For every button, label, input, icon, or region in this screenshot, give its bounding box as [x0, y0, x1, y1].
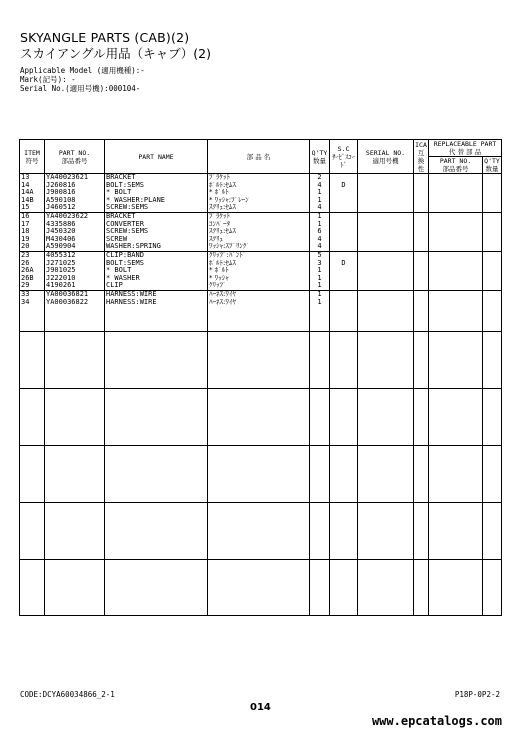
part-name-cell: BOLT:SEMS	[105, 260, 208, 268]
part-name-cell: * BOLT	[105, 267, 208, 275]
table-row	[20, 236, 502, 244]
serial-cell	[358, 197, 414, 205]
part-name-jp-cell: ﾌﾞﾗｹｯﾄ	[208, 174, 310, 182]
rep-part-no-cell	[429, 221, 483, 229]
blank-cell	[358, 560, 414, 616]
ica-cell	[414, 182, 429, 190]
ica-cell	[414, 236, 429, 244]
serial-cell	[358, 228, 414, 236]
blank-cell	[20, 446, 45, 503]
rep-qty-cell	[483, 282, 502, 290]
blank-cell	[330, 503, 358, 560]
table-row	[20, 174, 502, 182]
col-rep-qty-label-jp: 数量	[485, 165, 499, 173]
blank-cell	[429, 332, 483, 389]
blank-cell	[310, 332, 330, 389]
sc-cell	[330, 243, 358, 251]
blank-cell	[330, 446, 358, 503]
col-qty-label: Q'TY	[311, 148, 328, 157]
sc-cell	[330, 275, 358, 283]
sc-cell	[330, 290, 358, 298]
qty-cell: 1	[310, 290, 330, 298]
sc-cell	[330, 228, 358, 236]
blank-cell	[483, 389, 502, 446]
part-name-jp-cell: ｺﾝﾊﾞｰﾀ	[208, 221, 310, 229]
qty-cell: 1	[310, 282, 330, 290]
blank-cell	[45, 306, 105, 332]
rep-qty-cell	[483, 228, 502, 236]
part-name-jp-cell: ｽｸﾘｭ:ｾﾑｽ	[208, 228, 310, 236]
ica-cell	[414, 267, 429, 275]
serial-cell	[358, 189, 414, 197]
col-sc-label: S.C	[337, 144, 350, 153]
rep-qty-cell	[483, 260, 502, 268]
blank-row	[20, 446, 502, 503]
blank-cell	[208, 389, 310, 446]
item-cell: 20	[20, 243, 45, 251]
blank-cell	[414, 389, 429, 446]
col-header-part-name: PART NAME	[105, 140, 208, 174]
rep-part-no-cell	[429, 174, 483, 182]
blank-cell	[429, 446, 483, 503]
table-row	[20, 243, 502, 251]
blank-cell	[414, 446, 429, 503]
part-name-cell: BRACKET	[105, 212, 208, 220]
blank-cell	[330, 389, 358, 446]
blank-cell	[358, 306, 414, 332]
serial-cell	[358, 212, 414, 220]
col-serial-label-jp: 適用号機	[372, 156, 399, 165]
part-no-cell: J260816	[45, 182, 105, 190]
rep-part-no-cell	[429, 251, 483, 259]
blank-cell	[20, 306, 45, 332]
part-name-jp-cell: ｸﾘｯﾌﾟ	[208, 282, 310, 290]
table-row	[20, 197, 502, 205]
page-number: 014	[250, 702, 271, 713]
item-cell: 17	[20, 221, 45, 229]
part-name-cell: * BOLT	[105, 189, 208, 197]
qty-cell: 1	[310, 197, 330, 205]
serial-cell	[358, 299, 414, 307]
blank-cell	[358, 503, 414, 560]
part-name-jp-cell: ｽｸﾘｭ	[208, 236, 310, 244]
col-serial-label: SERIAL NO.	[365, 148, 406, 157]
part-no-cell: YA40023622	[45, 212, 105, 220]
table-row	[20, 182, 502, 190]
qty-cell: 4	[310, 204, 330, 212]
sc-cell	[330, 212, 358, 220]
blank-row	[20, 560, 502, 616]
item-cell: 34	[20, 299, 45, 307]
item-cell: 14B	[20, 197, 45, 205]
serial-cell	[358, 290, 414, 298]
rep-part-no-cell	[429, 212, 483, 220]
sc-cell	[330, 236, 358, 244]
table-row	[20, 267, 502, 275]
item-cell: 16	[20, 212, 45, 220]
col-rep-part-no-label-jp: 部品番号	[442, 165, 469, 173]
rep-qty-cell	[483, 204, 502, 212]
qty-cell: 1	[310, 299, 330, 307]
rep-part-no-cell	[429, 236, 483, 244]
sc-cell: D	[330, 182, 358, 190]
blank-cell	[429, 503, 483, 560]
serial-cell	[358, 267, 414, 275]
col-header-ica	[414, 140, 429, 174]
col-ica-label: ICA	[415, 140, 427, 149]
blank-cell	[45, 332, 105, 389]
rep-part-no-cell	[429, 197, 483, 205]
sc-cell	[330, 174, 358, 182]
qty-cell: 1	[310, 189, 330, 197]
blank-cell	[330, 306, 358, 332]
blank-cell	[208, 306, 310, 332]
qty-cell: 5	[310, 251, 330, 259]
item-cell: 15	[20, 204, 45, 212]
serial-number: Serial No.(適用号機):000104-	[20, 84, 141, 93]
rep-part-no-cell	[429, 260, 483, 268]
rep-qty-cell	[483, 174, 502, 182]
blank-cell	[310, 306, 330, 332]
part-name-jp-cell: * ﾎﾞﾙﾄ	[208, 267, 310, 275]
blank-cell	[20, 332, 45, 389]
blank-row	[20, 306, 502, 332]
blank-cell	[483, 503, 502, 560]
part-no-cell: M430406	[45, 236, 105, 244]
rep-part-no-cell	[429, 243, 483, 251]
serial-cell	[358, 251, 414, 259]
rep-part-no-cell	[429, 189, 483, 197]
blank-cell	[414, 560, 429, 616]
qty-cell: 6	[310, 228, 330, 236]
blank-cell	[20, 560, 45, 616]
col-header-rep-part-no	[429, 157, 483, 174]
table-row	[20, 299, 502, 307]
table-row	[20, 189, 502, 197]
ica-cell	[414, 275, 429, 283]
rep-qty-cell	[483, 189, 502, 197]
blank-cell	[208, 446, 310, 503]
part-name-cell: HARNESS:WIRE	[105, 290, 208, 298]
serial-cell	[358, 221, 414, 229]
col-qty-label-jp: 数量	[313, 156, 326, 165]
part-name-jp-cell: ｽｸﾘｭ:ｾﾑｽ	[208, 204, 310, 212]
title-english: SKYANGLE PARTS (CAB)(2)	[20, 30, 190, 45]
part-no-cell: J901025	[45, 267, 105, 275]
table-row	[20, 204, 502, 212]
applicable-model: Applicable Model (適用機種):-	[20, 66, 145, 75]
blank-cell	[45, 389, 105, 446]
sc-cell	[330, 204, 358, 212]
part-name-cell: BOLT:SEMS	[105, 182, 208, 190]
parts-rows	[20, 174, 502, 616]
part-no-cell: J450320	[45, 228, 105, 236]
table-row	[20, 221, 502, 229]
part-name-jp-cell: * ﾎﾞﾙﾄ	[208, 189, 310, 197]
col-header-serial	[358, 140, 414, 174]
col-header-item	[20, 140, 45, 174]
part-name-cell: * WASHER	[105, 275, 208, 283]
parts-table	[19, 139, 502, 616]
col-rep-qty-label: Q'TY	[484, 157, 500, 165]
col-replaceable-label: REPLACEABLE PART	[433, 140, 497, 148]
part-name-jp-cell: ﾌﾞﾗｹｯﾄ	[208, 212, 310, 220]
rep-qty-cell	[483, 212, 502, 220]
blank-cell	[20, 389, 45, 446]
part-no-cell: YA00036822	[45, 299, 105, 307]
table-row	[20, 251, 502, 259]
qty-cell: 1	[310, 267, 330, 275]
ica-cell	[414, 282, 429, 290]
rep-part-no-cell	[429, 182, 483, 190]
part-name-cell: HARNESS:WIRE	[105, 299, 208, 307]
rep-qty-cell	[483, 182, 502, 190]
item-cell: 13	[20, 174, 45, 182]
blank-cell	[208, 560, 310, 616]
ica-cell	[414, 251, 429, 259]
blank-cell	[45, 503, 105, 560]
ica-cell	[414, 221, 429, 229]
part-no-cell: J222010	[45, 275, 105, 283]
sc-cell	[330, 197, 358, 205]
blank-cell	[483, 332, 502, 389]
blank-cell	[20, 503, 45, 560]
qty-cell: 1	[310, 221, 330, 229]
serial-cell	[358, 260, 414, 268]
blank-cell	[310, 560, 330, 616]
mark: Mark(記号): -	[20, 75, 76, 84]
rep-part-no-cell	[429, 282, 483, 290]
col-rep-part-no-label: PART NO.	[439, 157, 472, 165]
blank-cell	[45, 446, 105, 503]
item-cell: 14	[20, 182, 45, 190]
blank-cell	[429, 560, 483, 616]
blank-cell	[358, 446, 414, 503]
sc-cell	[330, 299, 358, 307]
blank-row	[20, 389, 502, 446]
blank-cell	[105, 560, 208, 616]
rep-qty-cell	[483, 197, 502, 205]
blank-cell	[105, 503, 208, 560]
table-row	[20, 282, 502, 290]
serial-cell	[358, 282, 414, 290]
blank-row	[20, 332, 502, 389]
blank-cell	[358, 389, 414, 446]
col-sc-label-jp: ｻｰﾋﾞｽｺｰﾄﾞ	[332, 152, 355, 169]
blank-cell	[105, 389, 208, 446]
sc-cell	[330, 282, 358, 290]
blank-cell	[429, 389, 483, 446]
website-watermark: www.epcatalogs.com	[371, 714, 502, 728]
serial-cell	[358, 236, 414, 244]
part-name-jp-cell: ﾜｯｼｬ:ｽﾌﾟﾘﾝｸﾞ	[208, 243, 310, 251]
sc-cell	[330, 251, 358, 259]
ica-cell	[414, 212, 429, 220]
blank-cell	[483, 306, 502, 332]
part-no-cell: A590904	[45, 243, 105, 251]
rep-qty-cell	[483, 290, 502, 298]
part-name-jp-cell: * ﾜｯｼｬ	[208, 275, 310, 283]
blank-cell	[45, 560, 105, 616]
sc-cell	[330, 189, 358, 197]
rep-qty-cell	[483, 267, 502, 275]
blank-row	[20, 503, 502, 560]
part-no-cell: YA40023621	[45, 174, 105, 182]
blank-cell	[429, 306, 483, 332]
part-no-cell: A590108	[45, 197, 105, 205]
rep-part-no-cell	[429, 267, 483, 275]
col-header-sc	[330, 140, 358, 174]
part-name-cell: WASHER:SPRING	[105, 243, 208, 251]
item-cell: 23	[20, 251, 45, 259]
table-row	[20, 212, 502, 220]
rep-qty-cell	[483, 251, 502, 259]
blank-cell	[208, 332, 310, 389]
sc-cell: D	[330, 260, 358, 268]
part-no-cell: 4335886	[45, 221, 105, 229]
blank-cell	[330, 332, 358, 389]
item-cell: 19	[20, 236, 45, 244]
part-name-jp-cell: ﾊｰﾈｽ:ﾜｲﾔ	[208, 290, 310, 298]
blank-cell	[105, 446, 208, 503]
qty-cell: 4	[310, 243, 330, 251]
ica-cell	[414, 204, 429, 212]
sc-cell	[330, 267, 358, 275]
item-cell: 29	[20, 282, 45, 290]
part-name-cell: CONVERTER	[105, 221, 208, 229]
col-item-label-jp: 符号	[25, 156, 39, 165]
col-part-no-label-jp: 部品番号	[61, 156, 88, 165]
part-name-jp-cell: ﾎﾞﾙﾄ:ｾﾑｽ	[208, 182, 310, 190]
item-cell: 26B	[20, 275, 45, 283]
col-header-part-no	[45, 140, 105, 174]
part-name-jp-cell: ｸﾘｯﾌﾟ:ﾊﾞﾝﾄﾞ	[208, 251, 310, 259]
item-cell: 18	[20, 228, 45, 236]
col-header-replaceable	[429, 140, 502, 157]
rep-part-no-cell	[429, 228, 483, 236]
rep-qty-cell	[483, 236, 502, 244]
rep-part-no-cell	[429, 299, 483, 307]
serial-cell	[358, 243, 414, 251]
ica-cell	[414, 299, 429, 307]
part-name-cell: SCREW	[105, 236, 208, 244]
ica-cell	[414, 290, 429, 298]
rep-part-no-cell	[429, 290, 483, 298]
part-name-jp-cell: ﾊｰﾈｽ:ﾜｲﾔ	[208, 299, 310, 307]
qty-cell: 1	[310, 212, 330, 220]
table-row	[20, 290, 502, 298]
rep-qty-cell	[483, 243, 502, 251]
table-row	[20, 275, 502, 283]
ica-cell	[414, 243, 429, 251]
qty-cell: 4	[310, 236, 330, 244]
col-part-no-label: PART NO.	[58, 148, 91, 157]
qty-cell: 1	[310, 275, 330, 283]
part-name-cell: CLIP:BAND	[105, 251, 208, 259]
blank-cell	[310, 389, 330, 446]
col-replaceable-label-jp: 代 替 部 品	[448, 148, 482, 156]
title-japanese: スカイアングル用品（キャブ）(2)	[20, 46, 211, 61]
part-name-cell: SCREW:SEMS	[105, 228, 208, 236]
table-row	[20, 228, 502, 236]
serial-cell	[358, 204, 414, 212]
blank-cell	[330, 560, 358, 616]
serial-cell	[358, 174, 414, 182]
blank-cell	[414, 332, 429, 389]
ica-cell	[414, 260, 429, 268]
sc-cell	[330, 221, 358, 229]
part-name-jp-cell: ﾎﾞﾙﾄ:ｾﾑｽ	[208, 260, 310, 268]
qty-cell: 4	[310, 182, 330, 190]
qty-cell: 3	[310, 260, 330, 268]
part-no-cell: YA00036821	[45, 290, 105, 298]
part-name-cell: SCREW:SEMS	[105, 204, 208, 212]
ica-cell	[414, 197, 429, 205]
part-no-cell: J900816	[45, 189, 105, 197]
blank-cell	[310, 503, 330, 560]
part-no-cell: 4190261	[45, 282, 105, 290]
part-name-cell: BRACKET	[105, 174, 208, 182]
col-header-rep-qty	[483, 157, 502, 174]
blank-cell	[310, 446, 330, 503]
table-row	[20, 260, 502, 268]
serial-cell	[358, 275, 414, 283]
rep-qty-cell	[483, 299, 502, 307]
col-ica-label-jp: 互換性	[417, 148, 425, 173]
col-item-label: ITEM	[24, 148, 40, 157]
item-cell: 26A	[20, 267, 45, 275]
page-code: P18P-0P2-2	[454, 690, 500, 699]
blank-cell	[208, 503, 310, 560]
part-no-cell: J271025	[45, 260, 105, 268]
col-header-qty	[310, 140, 330, 174]
ica-cell	[414, 189, 429, 197]
part-no-cell: 4055312	[45, 251, 105, 259]
part-name-cell: * WASHER:PLANE	[105, 197, 208, 205]
blank-cell	[483, 446, 502, 503]
ica-cell	[414, 174, 429, 182]
blank-cell	[483, 560, 502, 616]
rep-qty-cell	[483, 275, 502, 283]
col-header-name-jp: 部 品 名	[208, 140, 310, 174]
part-name-jp-cell: * ﾜｯｼｬ:ﾌﾟﾚｰﾝ	[208, 197, 310, 205]
blank-cell	[414, 306, 429, 332]
ica-cell	[414, 228, 429, 236]
rep-part-no-cell	[429, 275, 483, 283]
part-no-cell: J460512	[45, 204, 105, 212]
item-cell: 26	[20, 260, 45, 268]
rep-part-no-cell	[429, 204, 483, 212]
qty-cell: 2	[310, 174, 330, 182]
blank-cell	[414, 503, 429, 560]
blank-cell	[358, 332, 414, 389]
rep-qty-cell	[483, 221, 502, 229]
item-cell: 33	[20, 290, 45, 298]
serial-cell	[358, 182, 414, 190]
part-name-cell: CLIP	[105, 282, 208, 290]
document-code: CODE:DCYA60034866_2-1	[20, 690, 115, 699]
item-cell: 14A	[20, 189, 45, 197]
blank-cell	[105, 306, 208, 332]
blank-cell	[105, 332, 208, 389]
